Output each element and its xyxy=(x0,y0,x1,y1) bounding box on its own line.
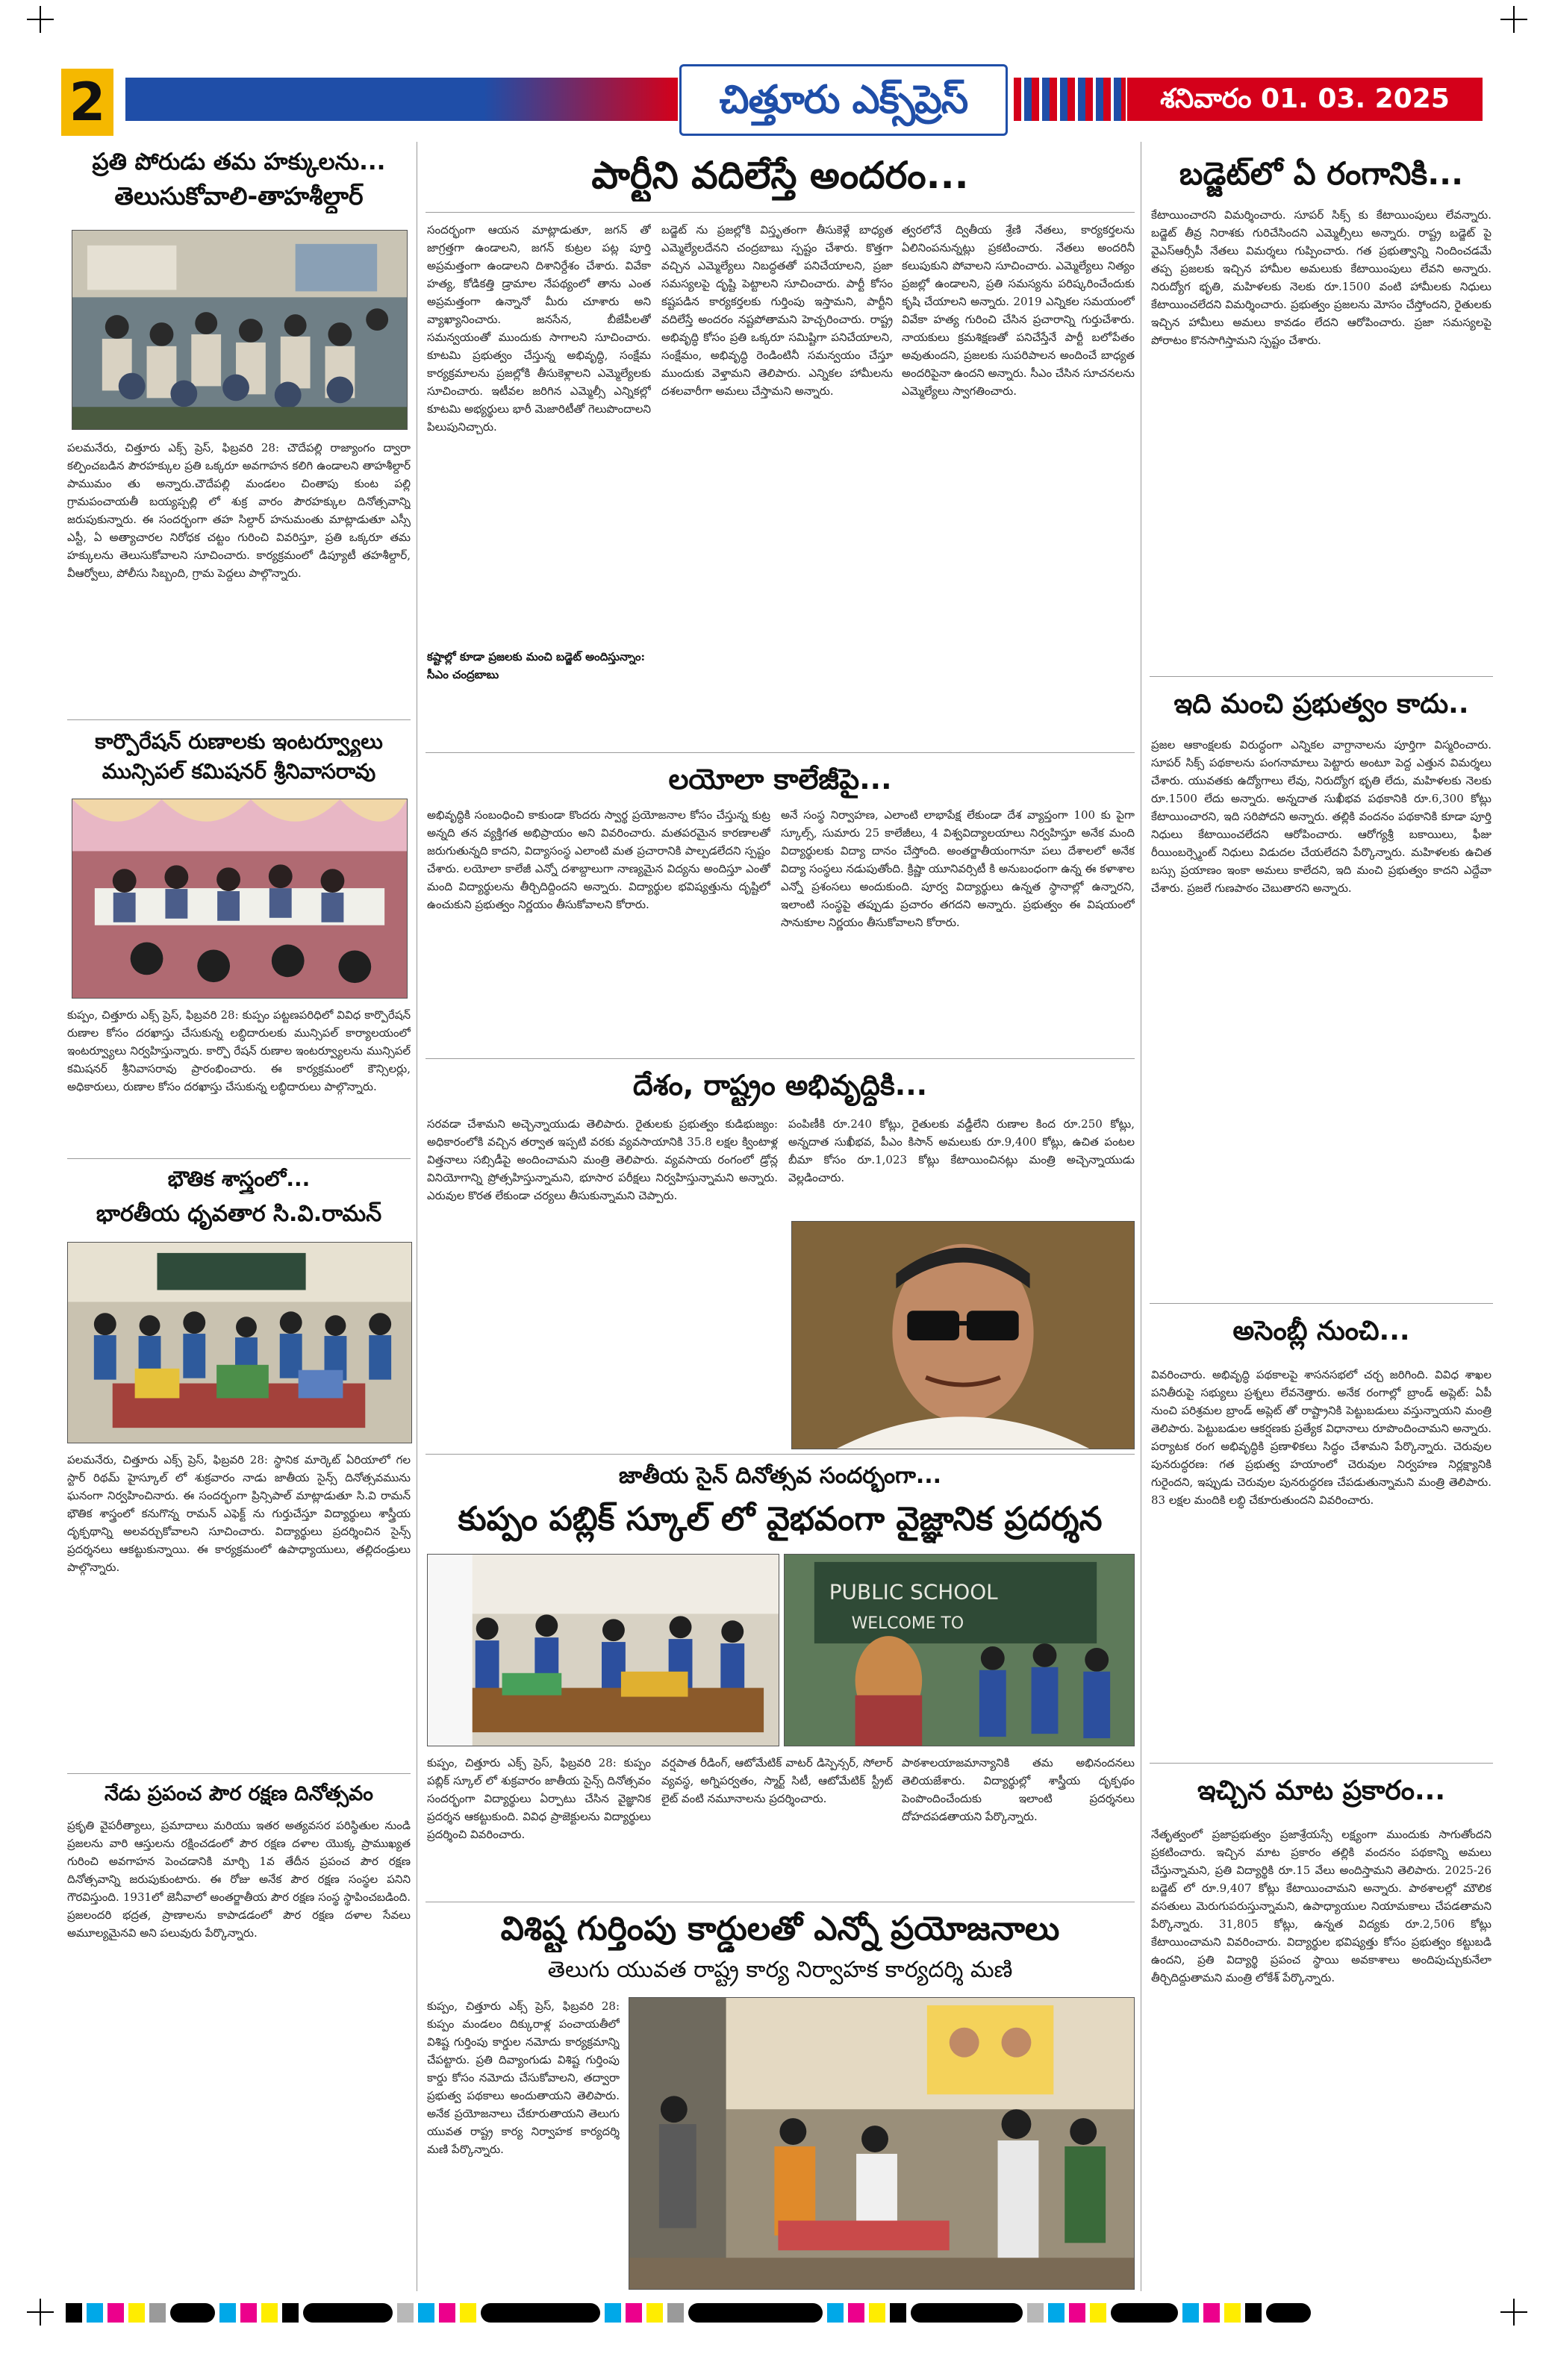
desam-headline: దేశం, రాష్ట్రం అభివృద్ధికి... xyxy=(632,1069,928,1102)
story3-headline-2: భారతీయ ధృవతార సి.వి.రామన్ xyxy=(96,1201,382,1227)
svg-text:PUBLIC SCHOOL: PUBLIC SCHOOL xyxy=(829,1579,998,1605)
science-day-body-2: వర్షపాత రీడింగ్, ఆటోమేటిక్ వాటర్ డిస్పెన్సర్, సోలార్ వ్యవస్థ, అగ్నిపర్వతం, స్మార్ట్ సిటీ, ఆటోమేటిక్ స్ట్రీట్ లైట్ వంటి నమూనాలను ప్రదర్శించారు. xyxy=(661,1756,893,1805)
assembly-headline: అసెంబ్లీ నుంచి... xyxy=(1232,1316,1410,1346)
id-card-camp-photo xyxy=(629,1997,1135,2290)
meeting-photo xyxy=(72,230,408,430)
idi-headline: ఇది మంచి ప్రభుత్వం కాదు.. xyxy=(1173,689,1469,719)
budget-body: కేటాయించారని విమర్శించారు. సూపర్ సిక్స్ కు కేటాయింపులు లేవన్నారు. బడ్జెట్ తీవ్ర నిరాశకు గురిచేసిందని ఎమ్మెల్సీలు అన్నారు. రాష్ట్ర బడ్జెట్ పై వైఎస్ఆర్సీపీ నేతలు విమర్శలు గుప్పించారు. గత ప్రభుత్వాన్ని నిందించడమే తప్ప ప్రజలకు ఇచ్చిన హామీల అమలుకు కేటాయింపులు లేవని అన్నారు. నిరుద్యోగ భృతి, మహిళలకు నెలకు రూ.1500 వంటి హామీలకు నిధులు కేటాయించలేదని విమర్శించారు. ప్రభుత్వం ప్రజలను మోసం చేస్తోందని, రైతులకు ఇచ్చిన హామీలు అమలు కావడం లేదని ఆరోపించారు. ప్రజా సమస్యలపై పోరాటం కొనసాగిస్తామని స్పష్టం చేశారు. xyxy=(1151,208,1491,347)
story-divider xyxy=(67,719,411,720)
story3-headline-1: భౌతిక శాస్త్రంలో... xyxy=(167,1166,311,1191)
science-day-body-3: పాఠశాలయాజమాన్యానికి తమ అభినందనలు తెలియజేశారు. విద్యార్థుల్లో శాస్త్రీయ దృక్పథం పెంపొందించేందుకు ఇలాంటి ప్రదర్శనలు దోహదపడతాయని పేర్కొన్నారు. xyxy=(902,1756,1135,1823)
registration-mark xyxy=(1500,6,1527,33)
registration-mark xyxy=(27,2299,54,2326)
registration-mark xyxy=(1500,2299,1527,2326)
story1-headline-2: తెలుసుకోవాలి-తాహశీల్దార్ xyxy=(114,181,364,210)
science-day-headline: కుప్పం పబ్లిక్ స్కూల్ లో వైభవంగా వైజ్ఞానిక ప్రదర్శన xyxy=(458,1500,1103,1538)
story1-body: పలమనేరు, చిత్తూరు ఎక్స్ ప్రెస్, ఫిబ్రవరి 28: చౌదేపల్లి రాజ్యాంగం ద్వారా కల్పించబడిన పౌరహక్కుల ప్రతి ఒక్కరూ అవగాహన కలిగి ఉండాలని తాహశీల్దార్ పాముమం తు అన్నారు.చౌదేపల్లి మండలం చింతాపు కుంట పల్లి గ్రామపంచాయతీ బయ్యప్పల్లి లో శుక్ర వారం పౌరహక్కుల దినోత్సవాన్ని జరుపుకున్నారు. ఈ సందర్భంగా తహ సిల్దార్ హనుమంతు మాట్లాడుతూ ఎస్సీ ఎస్టీ, ఏ అత్యాచారల నిరోధక చట్టం గురించి వివరిస్తూ, ప్రతి ఒక్కరూ తమ హక్కులను తెలుసుకోవాలని సూచించారు. కార్యక్రమంలో డిప్యూటీ తహశీల్దార్, వీఆర్వోలు, పోలీసు సిబ్బంది, గ్రామ పెద్దలు పాల్గొన్నారు. xyxy=(67,441,411,580)
story4-body: ప్రకృతి వైపరీత్యాలు, ప్రమాదాలు మరియు ఇతర అత్యవసర పరిస్థితుల నుండి ప్రజలను వారి ఆస్తులను రక్షించడంలో పౌర రక్షణ దళాల యొక్క ప్రాముఖ్యత గురించి అవగాహన పెంచడానికి మార్చి 1వ తేదీన ప్రపంచ పౌర రక్షణ దినోత్సవాన్ని జరుపుకుంటారు. ఈ రోజు అనేక పౌర రక్షణ సంస్థల పనిని గౌరవిస్తుంది. 1931లో జెనీవాలో అంతర్జాతీయ పౌర రక్షణ సంస్థ స్థాపించబడింది. ప్రజలందరి భద్రత, ప్రాణాలను కాపాడడంలో పౌర రక్షణ దళాల సేవలు అమూల్యమైనవి అని పలువురు పేర్కొన్నారు. xyxy=(67,1819,411,1940)
assembly-body: వివరించారు. అభివృద్ధి పథకాలపై శాసనసభలో చర్చ జరిగింది. వివిధ శాఖల పనితీరుపై సభ్యులు ప్రశ్నలు లేవనెత్తారు. అనేక రంగాల్లో బ్రాండ్ అప్లెట్: ఏపీ నుంచి పరిశ్రమల బ్రాండ్ అప్లెట్ తో రాష్ట్రానికి పెట్టుబడులు వస్తున్నాయని మంత్రి తెలిపారు. పెట్టుబడుల ఆకర్షణకు ప్రత్యేక విధానాలు రూపొందించామని అన్నారు. పర్యాటక రంగ అభివృద్ధికి ప్రణాళికలు సిద్ధం చేశామని పేర్కొన్నారు. చెరువుల పునరుద్ధరణ: గత ప్రభుత్వ హయాంలో చెరువుల నిర్వహణ నిర్లక్ష్యానికి గురైందని, ఇప్పుడు చెరువుల పునరుద్ధరణ చేపడుతున్నామని మంత్రి తెలిపారు. 83 లక్షల మందికి లబ్ధి చేకూరుతుందని వివరించారు. xyxy=(1151,1368,1491,1507)
interview-photo xyxy=(72,799,408,999)
masthead-logo: చిత్తూరు ఎక్స్‌ప్రెస్ xyxy=(719,78,968,122)
cards-body: కుప్పం, చిత్తూరు ఎక్స్ ప్రెస్, ఫిబ్రవరి 28: కుప్పం మండలం దిక్కురాళ్ల పంచాయతీలో విశిష్ట గుర్తింపు కార్డుల నమోదు కార్యక్రమాన్ని చేపట్టారు. ప్రతి దివ్యాంగుడు విశిష్ట గుర్తింపు కార్డు కోసం నమోదు చేసుకోవాలని, తద్వారా ప్రభుత్వ పథకాలు అందుతాయని తెలిపారు. అనేక ప్రయోజనాలు చేకూరుతాయని తెలుగు యువత రాష్ట్ర కార్య నిర్వాహక కార్యదర్శి మణి పేర్కొన్నారు. xyxy=(427,1999,620,2156)
story1-headline-1: ప్రతి పోరుడు తమ హక్కులను... xyxy=(92,149,386,175)
svg-text:WELCOME TO: WELCOME TO xyxy=(851,1614,964,1634)
science-day-kicker: జాతీయ సైన్ దినోత్సవ సందర్భంగా... xyxy=(618,1463,942,1489)
desam-body-2: పంపిణీకి రూ.240 కోట్లు, రైతులకు వడ్డీలేని రుణాల కింద రూ.250 కోట్లు, అన్నదాత సుఖీభవ, పీఎం కిసాన్ అమలుకు రూ.9,400 కోట్లు, ఉచిత పంటల బీమా కోసం రూ.1,023 కోట్లు కేటాయించినట్లు మంత్రి అచ్చెన్నాయుడు వెల్లడించారు. xyxy=(788,1117,1135,1184)
story-divider xyxy=(426,1058,1135,1059)
story4-headline: నేడు ప్రపంచ పౌర రక్షణ దినోత్సవం xyxy=(105,1782,373,1805)
party-body-1: సందర్భంగా ఆయన మాట్లాడుతూ, జగన్ తో జాగ్రత్తగా ఉండాలని, జగన్ కుట్రల పట్ల పూర్తి అప్రమత్తంగా ఉండాలని దిశానిర్దేశం చేశారు. వివేకా హత్య, కోడికత్తి డ్రామాల నేపథ్యంలో తాను ఎంత అప్రమత్తంగా ఉన్నానో మీరు చూశారు అని వ్యాఖ్యానించారు. జనసేన, బీజేపీలతో సమన్వయంతో ముందుకు సాగాలని సూచించారు. కూటమి ప్రభుత్వం చేస్తున్న అభివృద్ధి, సంక్షేమ కార్యక్రమాలను ప్రజల్లోకి తీసుకెళ్లాలని ఎమ్మెల్యేలకు సూచించారు. ఇటీవల జరిగిన ఎమ్మెల్సీ ఎన్నికల్లో కూటమి అభ్యర్థులు భారీ మెజారిటీతో గెలుపొందాలని పిలుపునిచ్చారు. xyxy=(427,223,651,434)
science-exhibit-photo-1 xyxy=(427,1554,779,1746)
loyola-body-2: అనే సంస్థ నిర్వాహణ, ఎలాంటి లాభాపేక్ష లేకుండా దేశ వ్యాప్తంగా 100 కు పైగా స్కూల్స్, సుమారు 25 కాలేజీలు, 4 విశ్వవిద్యాలయాలు నిర్వహిస్తూ అనేక మంది విద్యార్థులకు విద్యా దానం చేస్తోంది. అంతర్జాతీయంగానూ పలు దేశాలలో అనేక విద్యా సంస్థలు నడుపుతోంది. క్రిష్ణా యూనివర్సిటీ కి అనుబంధంగా ఉన్న ఈ కళాశాల ఎన్నో ప్రశంసలు అందుకుంది. పూర్వ విద్యార్థులు ఉన్నత స్థానాల్లో ఉన్నారని, ఇలాంటి సంస్థపై తప్పుడు ప్రచారం తగదని అన్నారు. ప్రభుత్వం ఈ విషయంలో సానుకూల నిర్ణయం తీసుకోవాలని కోరారు. xyxy=(781,808,1135,929)
idi-body: ప్రజల ఆకాంక్షలకు విరుద్ధంగా ఎన్నికల వాగ్దానాలను పూర్తిగా విస్మరించారు. సూపర్ సిక్స్ పథకాలను పంగనామాలు పెట్టారు అంటూ పెద్ద ఎత్తున విమర్శలు చేశారు. యువతకు ఉద్యోగాలు లేవు, నిరుద్యోగ భృతి లేదు, మహిళలకు నెలకు రూ.1500 లేదు అన్నారు. అన్నదాత సుఖీభవ పథకానికి రూ.6,300 కోట్లు కేటాయించారని, ఇది సరిపోదని అన్నారు. తల్లికి వందనం పథకానికి కూడా పూర్తి నిధులు కేటాయించలేదని ఆరోపించారు. ఆరోగ్యశ్రీ బకాయిలు, ఫీజు రీయింబర్స్మెంట్ నిధులు విడుదల చేయలేదని పేర్కొన్నారు. మహిళలకు ఉచిత బస్సు ప్రయాణం ఇంకా అమలు కాలేదని, ఇది మంచి ప్రభుత్వం కాదని ఎద్దేవా చేశారు. ప్రజలే గుణపాఠం చెబుతారని అన్నారు. xyxy=(1151,738,1491,895)
registration-mark xyxy=(27,6,54,33)
page-number: 2 xyxy=(61,69,113,136)
promise-body: నేతృత్వంలో ప్రజాప్రభుత్వం ప్రజాశ్రేయస్సే లక్ష్యంగా ముందుకు సాగుతోందని ప్రకటించారు. ఇచ్చిన మాట ప్రకారం తల్లికి వందనం పథకాన్ని అమలు చేస్తున్నామని, ప్రతి విద్యార్థికి రూ.15 వేలు అందిస్తామని తెలిపారు. 2025-26 బడ్జెట్ లో రూ.9,407 కోట్లు కేటాయించామని అన్నారు. పాఠశాలల్లో మౌలిక వసతులు మెరుగుపరుస్తున్నామని, ఉపాధ్యాయుల నియామకాలు చేపడతామని పేర్కొన్నారు. 31,805 కోట్లు, ఉన్నత విద్యకు రూ.2,506 కోట్లు కేటాయించామని వివరించారు. విద్యార్థుల భవిష్యత్తు కోసం ప్రభుత్వం కట్టుబడి ఉందని, ప్రతి విద్యార్థి ప్రపంచ స్థాయి అవకాశాలు అందిపుచ్చుకునేలా తీర్చిదిద్దుతామని మంత్రి లోకేశ్ పేర్కొన్నారు. xyxy=(1151,1828,1491,1984)
masthead-date: శనివారం 01. 03. 2025 xyxy=(1127,78,1483,121)
masthead-stripes xyxy=(1014,78,1126,121)
budget-headline: బడ్జెట్‌లో ఏ రంగానికి... xyxy=(1179,155,1464,192)
story-divider xyxy=(426,752,1135,753)
cards-headline: విశిష్ట గుర్తింపు కార్డులతో ఎన్నో ప్రయోజనాలు xyxy=(500,1910,1060,1948)
story-divider xyxy=(67,1773,411,1774)
party-headline: పార్టీని వదిలేస్తే అందరం... xyxy=(591,154,969,197)
science-exhibit-photo-2 xyxy=(784,1554,1135,1746)
story2-body: కుప్పం, చిత్తూరు ఎక్స్ ప్రెస్, ఫిబ్రవరి 28: కుప్పం పట్టణపరిధిలో వివిధ కార్పొరేషన్ రుణాల కోసం దరఖాస్తు చేసుకున్న లబ్ధిదారులకు మున్సిపల్ కార్యాలయంలో ఇంటర్వ్యూలు నిర్వహిస్తున్నారు. కార్పొ రేషన్ రుణాల ఇంటర్వ్యూలను మున్సిపల్ కమిషనర్ శ్రీనివాసరావు ప్రారంభించారు. ఈ కార్యక్రమంలో కౌన్సిలర్లు, అధికారులు, రుణాల కోసం దరఖాస్తు చేసుకున్న లబ్ధిదారులు పాల్గొన్నారు. xyxy=(67,1008,411,1093)
loyola-headline: లయోలా కాలేజీపై... xyxy=(668,763,892,796)
promise-headline: ఇచ్చిన మాట ప్రకారం... xyxy=(1197,1775,1446,1806)
science-day-body-1: కుప్పం, చిత్తూరు ఎక్స్ ప్రెస్, ఫిబ్రవరి 28: కుప్పం పబ్లిక్ స్కూల్ లో శుక్రవారం జాతీయ సైన్స్ దినోత్సవం సందర్భంగా విద్యార్థులు ఏర్పాటు చేసిన వైజ్ఞానిక ప్రదర్శన ఆకట్టుకుంది. వివిధ ప్రాజెక్టులను విద్యార్థులు ప్రదర్శించి వివరించారు. xyxy=(427,1756,651,1841)
story-divider xyxy=(1150,676,1493,677)
minister-portrait-photo xyxy=(791,1221,1135,1449)
party-body-3: త్వరలోనే ద్వితీయ శ్రేణి నేతలు, కార్యకర్తలను ఏలినింపనున్నట్లు ప్రకటించారు. నేతలు అందరినీ కలుపుకుని పోవాలని సూచించారు. ఎమ్మెల్యేలు నిత్యం ప్రజల్లో ఉండాలని, ప్రతి సమస్యను పరిష్కరించేందుకు కృషి చేయాలని అన్నారు. 2019 ఎన్నికల సమయంలో వివేకా హత్య గురించి చేసిన ప్రచారాన్ని గుర్తుచేశారు. నాయకులు క్రమశిక్షణతో పనిచేస్తేనే పార్టీ బలోపేతం అవుతుందని, ప్రజలకు సుపరిపాలన అందించే బాధ్యత అందరిపైనా ఉందని అన్నారు. సీఎం చేసిన సూచనలను ఎమ్మెల్యేలు స్వాగతించారు. xyxy=(902,223,1135,398)
headline-rule xyxy=(426,212,1135,213)
story3-body: పలమనేరు, చిత్తూరు ఎక్స్ ప్రెస్, ఫిబ్రవరి 28: స్థానిక మార్కెట్ ఏరియాలో గల స్టార్ రిథమ్ హైస్కూల్ లో శుక్రవారం నాడు జాతీయ సైన్స్ దినోత్సవమును ఘనంగా నిర్వహించినారు. ఈ సందర్భంగా ప్రిన్సిపాల్ మాట్లాడుతూ సి.వి రామన్ భౌతిక శాస్త్రంలో కనుగొన్న రామన్ ఎఫెక్ట్ ను గుర్తుచేస్తూ విద్యార్థులు శాస్త్రీయ దృక్పథాన్ని అలవర్చుకోవాలని సూచించారు. విద్యార్థులు ప్రదర్శించిన సైన్స్ ప్రదర్శనలు ఆకట్టుకున్నాయి. ఈ కార్యక్రమంలో ఉపాధ్యాయులు, తల్లిదండ్రులు పాల్గొన్నారు. xyxy=(67,1453,411,1574)
story-divider xyxy=(1150,1303,1493,1304)
story-divider xyxy=(67,1158,411,1159)
story2-headline-1: కార్పొరేషన్ రుణాలకు ఇంటర్వ్యూలు xyxy=(95,729,383,754)
masthead-bar-left xyxy=(125,78,678,121)
story-divider xyxy=(1150,1763,1493,1764)
printer-color-strip xyxy=(66,2303,1491,2323)
science-fair-photo xyxy=(67,1242,412,1443)
loyola-body-1: అభివృద్ధికి సంబంధించి కాకుండా కొందరు స్వార్థ ప్రయోజనాల కోసం చేస్తున్న కుట్ర అన్నది తన వ్యక్తిగత అభిప్రాయం అని వివరించారు. మతపరమైన కారణాలతో జరుగుతున్నది కాదని, విద్యాసంస్థ ఎలాంటి మత ప్రచారానికి పాల్పడలేదని స్పష్టం చేశారు. లయోలా కాలేజీ ఎన్నో దశాబ్దాలుగా నాణ్యమైన విద్యను అందిస్తూ ఎంతో మంది విద్యార్థులను తీర్చిదిద్దిందని అన్నారు. విద్యార్థుల భవిష్యత్తును దృష్టిలో ఉంచుకుని ప్రభుత్వం నిర్ణయం తీసుకోవాలని కోరారు. xyxy=(427,808,770,911)
desam-body-1: సరవడా చేశామని అచ్చెన్నాయుడు తెలిపారు. రైతులకు ప్రభుత్వం కుడిభుజ్యం: అధికారంలోకి వచ్చిన తర్వాత ఇప్పటి వరకు వ్యవసాయానికి 35.8 లక్షల క్వింటాళ్ల విత్తనాలు సబ్సిడీపై అందించామని మంత్రి తెలిపారు. వ్యవసాయ రంగంలో డ్రోన్ల వినియోగాన్ని ప్రోత్సహిస్తున్నామని, భూసార పరీక్షలు నిర్వహిస్తున్నామని అన్నారు. ఎరువుల కొరత లేకుండా చర్యలు తీసుకున్నామని చెప్పారు. xyxy=(427,1117,778,1202)
story2-headline-2: మున్సిపల్ కమిషనర్ శ్రీనివాసరావు xyxy=(102,759,376,784)
party-subhead: కష్టాల్లో కూడా ప్రజలకు మంచి బడ్జెట్ అందిస్తున్నాం: సీఎం చంద్రబాబు xyxy=(427,650,646,681)
story-divider xyxy=(426,1454,1135,1455)
party-body-2: బడ్జెట్ ను ప్రజల్లోకి విస్తృతంగా తీసుకెళ్లే బాధ్యత ఎమ్మెల్యేలదేనని చంద్రబాబు స్పష్టం చేశారు. కొత్తగా వచ్చిన ఎమ్మెల్యేలు నిబద్ధతతో పనిచేయాలని, ప్రజా సమస్యలపై దృష్టి పెట్టాలని సూచించారు. పార్టీ కోసం కష్టపడిన కార్యకర్తలకు గుర్తింపు ఇస్తామని, పార్టీని వదిలేస్తే అందరం నష్టపోతామని హెచ్చరించారు. రాష్ట్ర అభివృద్ధి కోసం ప్రతి ఒక్కరూ సమిష్టిగా పనిచేయాలని, సంక్షేమం, అభివృద్ధి రెండింటినీ సమన్వయం చేస్తూ ముందుకు వెళ్తామని తెలిపారు. ఎన్నికల హామీలను దశలవారీగా అమలు చేస్తామని అన్నారు. xyxy=(661,223,893,398)
cards-subhead: తెలుగు యువత రాష్ట్ర కార్య నిర్వాహక కార్యదర్శి మణి xyxy=(547,1957,1013,1983)
